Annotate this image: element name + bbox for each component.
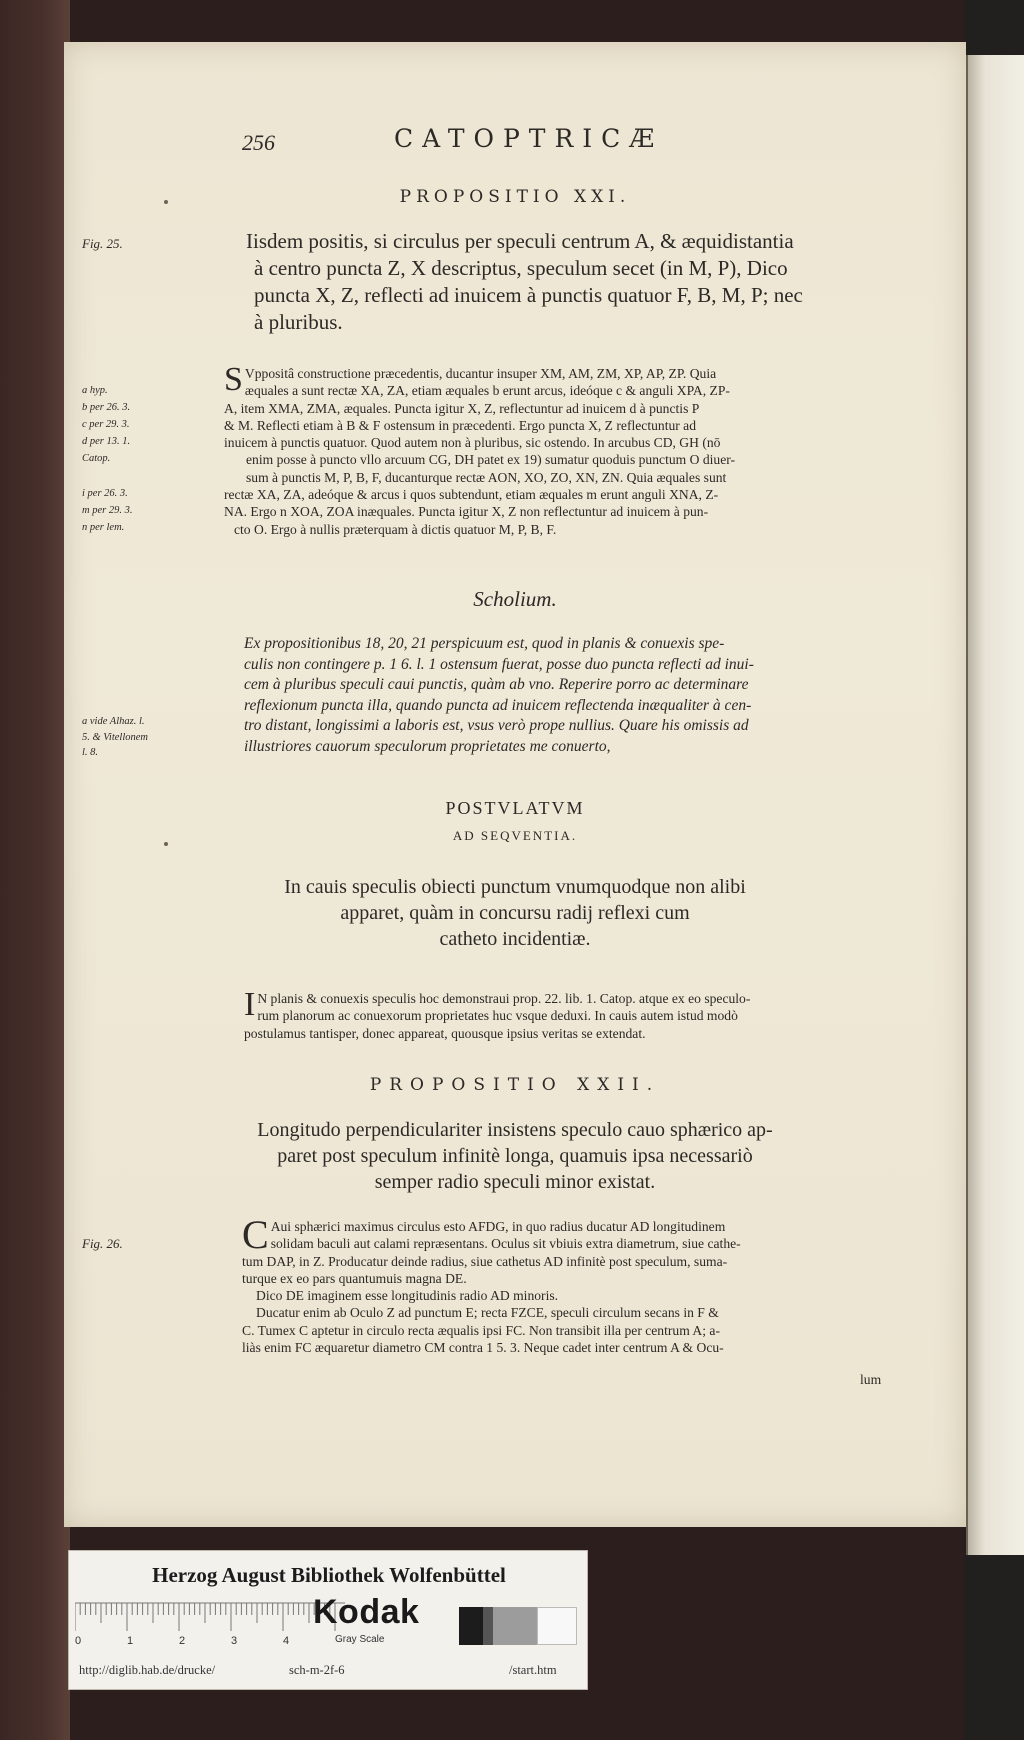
speck bbox=[164, 200, 168, 204]
proof-line: tum DAP, in Z. Producatur deinde radius, siue cathetus AD infinitè post speculum, suma- bbox=[242, 1253, 728, 1269]
margin-note: m per 29. 3. bbox=[82, 505, 133, 516]
proof-line: cto O. Ergo à nullis præterquam à dictis quatuor M, P, B, F. bbox=[234, 521, 557, 537]
gray-swatch-black bbox=[459, 1607, 483, 1645]
book-page bbox=[64, 42, 966, 1527]
left-background bbox=[0, 0, 70, 1740]
card-url: http://diglib.hab.de/drucke/ bbox=[79, 1663, 216, 1677]
proof-line: liàs enim FC æquaretur diametro CM contra 1 5. 3. Neque cadet inter centrum A & Ocu- bbox=[242, 1340, 724, 1356]
dropcap-s: S bbox=[224, 361, 243, 398]
proof-line: sum à punctis M, P, B, F, ducanturque rectæ AON, XO, ZO, XN, ZN. Quia æquales sunt bbox=[246, 469, 727, 485]
margin-note: n per lem. bbox=[82, 522, 125, 533]
body-line: postulamus tantisper, donec appareat, quousque ipsius veritas se extendat. bbox=[244, 1025, 646, 1041]
margin-note: c per 29. 3. bbox=[82, 419, 130, 430]
ruler-number: 0 bbox=[75, 1635, 82, 1647]
enunciation-line: puncta X, Z, reflecti ad inuicem à punctis quatuor F, B, M, P; nec bbox=[254, 283, 803, 307]
proposition-21-proof bbox=[224, 361, 920, 538]
statement-line: catheto incidentiæ. bbox=[439, 928, 591, 950]
fig-26-ref: Fig. 26. bbox=[82, 1236, 123, 1251]
proof-line: Dico DE imaginem esse longitudinis radio AD minoris. bbox=[256, 1288, 559, 1304]
margin-note: b per 26. 3. bbox=[82, 402, 131, 413]
postulatum-body bbox=[244, 986, 910, 1042]
scholium-line: cem à pluribus speculi caui punctis, quàm ab vno. Reperire porro ac determinare bbox=[244, 676, 749, 693]
catchword: lum bbox=[860, 1372, 882, 1387]
proof-line: Vppositâ constructione præcedentis, ducantur insuper XM, AM, ZM, XP, AP, ZP. Quia bbox=[244, 366, 717, 381]
scholium-line: culis non contingere p. 1 6. l. 1 ostensum fuerat, posse duo puncta reflecti ad inui- bbox=[244, 655, 754, 673]
kodak-logo: Kodak bbox=[313, 1593, 420, 1631]
proposition-21-title: PROPOSITIO XXI. bbox=[399, 187, 631, 207]
enunciation-line: à pluribus. bbox=[254, 310, 343, 334]
enunciation-line: semper radio speculi minor existat. bbox=[374, 1171, 656, 1193]
gray-scale-label: Gray Scale bbox=[335, 1634, 385, 1645]
page-number: 256 bbox=[242, 130, 275, 155]
proof-line: æquales a sunt rectæ XA, ZA, etiam æquales b erunt arcus, ideóque c & anguli XPA, ZP- bbox=[244, 383, 730, 399]
proof-line: inuicem à punctis quatuor. Quod autem non à pluribus, sic ostendo. In arcubus CD, GH (nō bbox=[224, 435, 721, 451]
enunciation-line: Longitudo perpendiculariter insistens speculo cauo sphærico ap- bbox=[257, 1119, 773, 1141]
proof-line: Ducatur enim ab Oculo Z ad punctum E; recta FZCE, speculi circulum secans in F & bbox=[256, 1305, 719, 1321]
postulatum-title: POSTVLATVM bbox=[445, 798, 585, 818]
speck bbox=[164, 842, 168, 846]
card-shelfmark: sch-m-2f-6 bbox=[289, 1663, 345, 1677]
dropcap-i: I bbox=[244, 986, 256, 1023]
proof-line: NA. Ergo n XOA, ZOA inæquales. Puncta igitur X, Z non reflectuntur ad inuicem à pun- bbox=[224, 504, 709, 520]
gray-swatch-white bbox=[537, 1607, 577, 1645]
proof-line: enim posse à puncto vllo arcuum CG, DH patet ex 19) sumatur quoduis punctum O diuer- bbox=[246, 452, 736, 468]
scholium-title: Scholium. bbox=[473, 587, 557, 611]
postulatum-subtitle: AD SEQVENTIA. bbox=[452, 828, 578, 843]
running-title: CATOPTRICÆ bbox=[394, 124, 664, 153]
proof-line: turque ex eo pars quantumuis magna DE. bbox=[242, 1270, 467, 1286]
proof-line: solidam baculi aut calami repræsentans. Oculus sit vbiuis extra diametrum, siue cathe- bbox=[270, 1236, 741, 1252]
scholium-line: tro distant, longissimi a laboris est, vsus verò prope nullius. Quare his omissis ad bbox=[244, 717, 749, 734]
enunciation-line: à centro puncta Z, X descriptus, speculum secet (in M, P), Dico bbox=[254, 256, 788, 280]
body-line: N planis & conuexis speculis hoc demonstraui prop. 22. lib. 1. Catop. atque ex eo speculo- bbox=[257, 991, 751, 1006]
scholium-line: illustriores cauorum speculorum proprietates me conuerto, bbox=[244, 737, 611, 755]
dropcap-c: C bbox=[242, 1212, 269, 1257]
library-name: Herzog August Bibliothek Wolfenbüttel bbox=[152, 1563, 506, 1587]
margin-note: i per 26. 3. bbox=[82, 488, 128, 499]
proof-line: Aui sphærici maximus circulus esto AFDG, in quo radius ducatur AD longitudinem bbox=[270, 1219, 726, 1234]
enunciation-line: Iisdem positis, si circulus per speculi centrum A, & æquidistantia bbox=[246, 229, 794, 253]
proof-line: A, item XMA, ZMA, æquales. Puncta igitur X, Z, reflectuntur ad inuicem d à punctis P bbox=[224, 400, 700, 416]
adjacent-page-edge bbox=[966, 55, 1024, 1555]
gray-swatch-dark bbox=[483, 1607, 493, 1645]
ruler-number: 3 bbox=[231, 1635, 238, 1647]
statement-line: In cauis speculis obiecti punctum vnumquodque non alibi bbox=[284, 876, 746, 898]
ruler-number: 4 bbox=[283, 1635, 290, 1647]
proposition-22-proof bbox=[242, 1212, 910, 1356]
proposition-21-enunciation bbox=[246, 228, 910, 336]
proposition-22-title: PROPOSITIO XXII. bbox=[369, 1075, 661, 1095]
margin-note: d per 13. 1. Catop. bbox=[82, 436, 131, 465]
postulatum-statement bbox=[64, 874, 966, 952]
proof-line: & M. Reflecti etiam à B & F ostensum in præcedenti. Ergo puncta X, Z reflectuntur ad bbox=[224, 417, 697, 433]
scholium-line: Ex propositionibus 18, 20, 21 perspicuum est, quod in planis & conuexis spe- bbox=[244, 635, 725, 652]
ruler-number: 2 bbox=[179, 1635, 186, 1647]
proof-line: C. Tumex C aptetur in circulo recta æqualis ipsi FC. Non transibit illa per centrum A; a- bbox=[242, 1322, 720, 1338]
margin-note: a vide Alhaz. l. 5. & Vitellonem l. 8. bbox=[82, 716, 148, 758]
scholium-text bbox=[244, 634, 894, 757]
enunciation-line: paret post speculum infinitè longa, quamuis ipsa necessariò bbox=[277, 1145, 753, 1167]
body-line: rum planorum ac conuexorum proprietates huc vsque deduxi. In cauis autem istud modò bbox=[257, 1008, 738, 1024]
library-scan-card bbox=[68, 1550, 588, 1690]
proposition-22-enunciation bbox=[64, 1117, 966, 1195]
statement-line: apparet, quàm in concursu radij reflexi cum bbox=[340, 902, 690, 924]
gray-swatch-mid bbox=[493, 1607, 537, 1645]
card-start: /start.htm bbox=[509, 1663, 557, 1677]
margin-note: a hyp. bbox=[82, 385, 108, 396]
scholium-line: reflexionum puncta illa, quando puncta ad inuicem reflectenda inæqualiter à cen- bbox=[244, 696, 752, 714]
proof-line: rectæ XA, ZA, adeóque & arcus i quos subtendunt, etiam æquales m erunt anguli XNA, Z- bbox=[224, 487, 719, 503]
ruler-number: 1 bbox=[127, 1635, 134, 1647]
fig-25-ref: Fig. 25. bbox=[82, 236, 123, 251]
